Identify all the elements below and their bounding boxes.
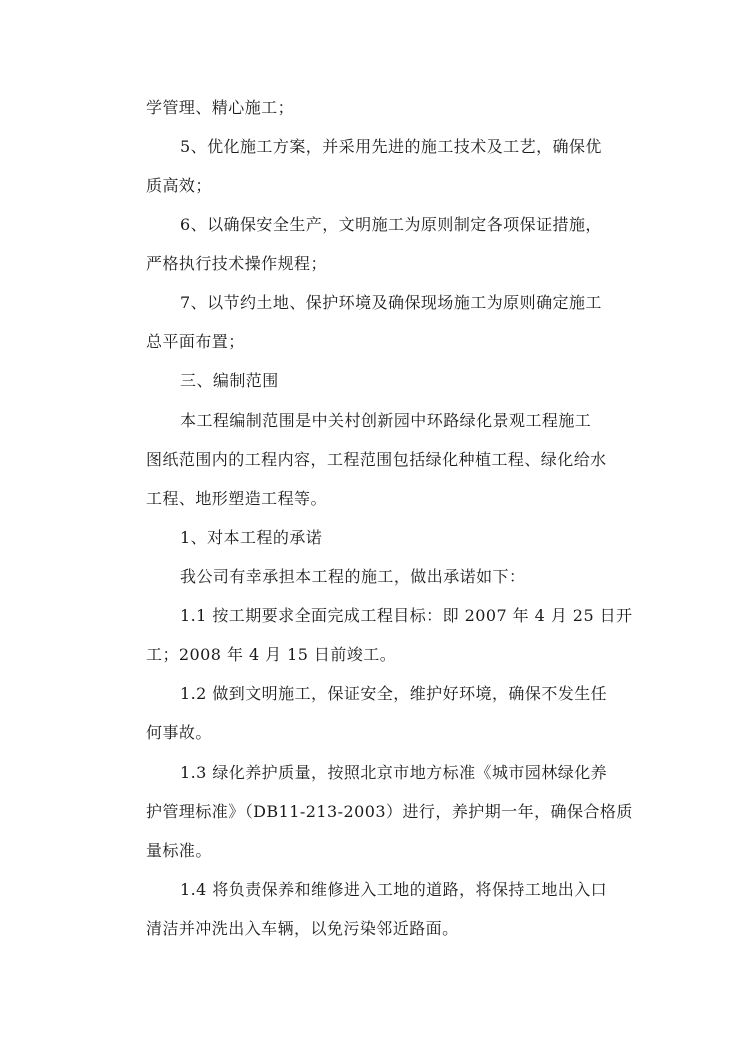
text-line: 工程、地形塑造工程等。 xyxy=(146,489,327,508)
text-line: 1.2 做到文明施工，保证安全，维护好环境，确保不发生任 xyxy=(180,684,608,703)
text-line: 1.4 将负责保养和维修进入工地的道路，将保持工地出入口 xyxy=(180,880,608,899)
text-line: 何事故。 xyxy=(146,723,212,742)
text-line: 工；2008 年 4 月 15 日前竣工。 xyxy=(146,645,397,664)
text-line: 1.1 按工期要求全面完成工程目标：即 2007 年 4 月 25 日开 xyxy=(180,606,633,625)
text-line: 7、以节约土地、保护环境及确保现场施工为原则确定施工 xyxy=(180,293,602,312)
text-line: 学管理、精心施工； xyxy=(146,98,295,117)
text-line: 质高效； xyxy=(146,176,212,195)
text-line: 总平面布置； xyxy=(146,332,245,351)
text-line: 量标准。 xyxy=(146,841,212,860)
text-line: 严格执行技术操作规程； xyxy=(146,254,327,273)
text-line: 护管理标准》（DB11-213-2003）进行，养护期一年，确保合格质 xyxy=(146,802,633,821)
section-heading: 三、编制范围 xyxy=(180,371,279,390)
text-line: 我公司有幸承担本工程的施工，做出承诺如下： xyxy=(180,567,526,586)
text-line: 1.3 绿化养护质量，按照北京市地方标准《城市园林绿化养 xyxy=(180,763,608,782)
text-line: 5、优化施工方案，并采用先进的施工技术及工艺，确保优 xyxy=(180,137,602,156)
subsection-heading: 1、对本工程的承诺 xyxy=(180,528,323,547)
text-line: 6、以确保安全生产，文明施工为原则制定各项保证措施， xyxy=(180,215,602,234)
text-line: 清洁并冲洗出入车辆，以免污染邻近路面。 xyxy=(146,919,459,938)
text-line: 本工程编制范围是中关村创新园中环路绿化景观工程施工 xyxy=(180,411,592,430)
text-line: 图纸范围内的工程内容，工程范围包括绿化种植工程、绿化给水 xyxy=(146,450,607,469)
